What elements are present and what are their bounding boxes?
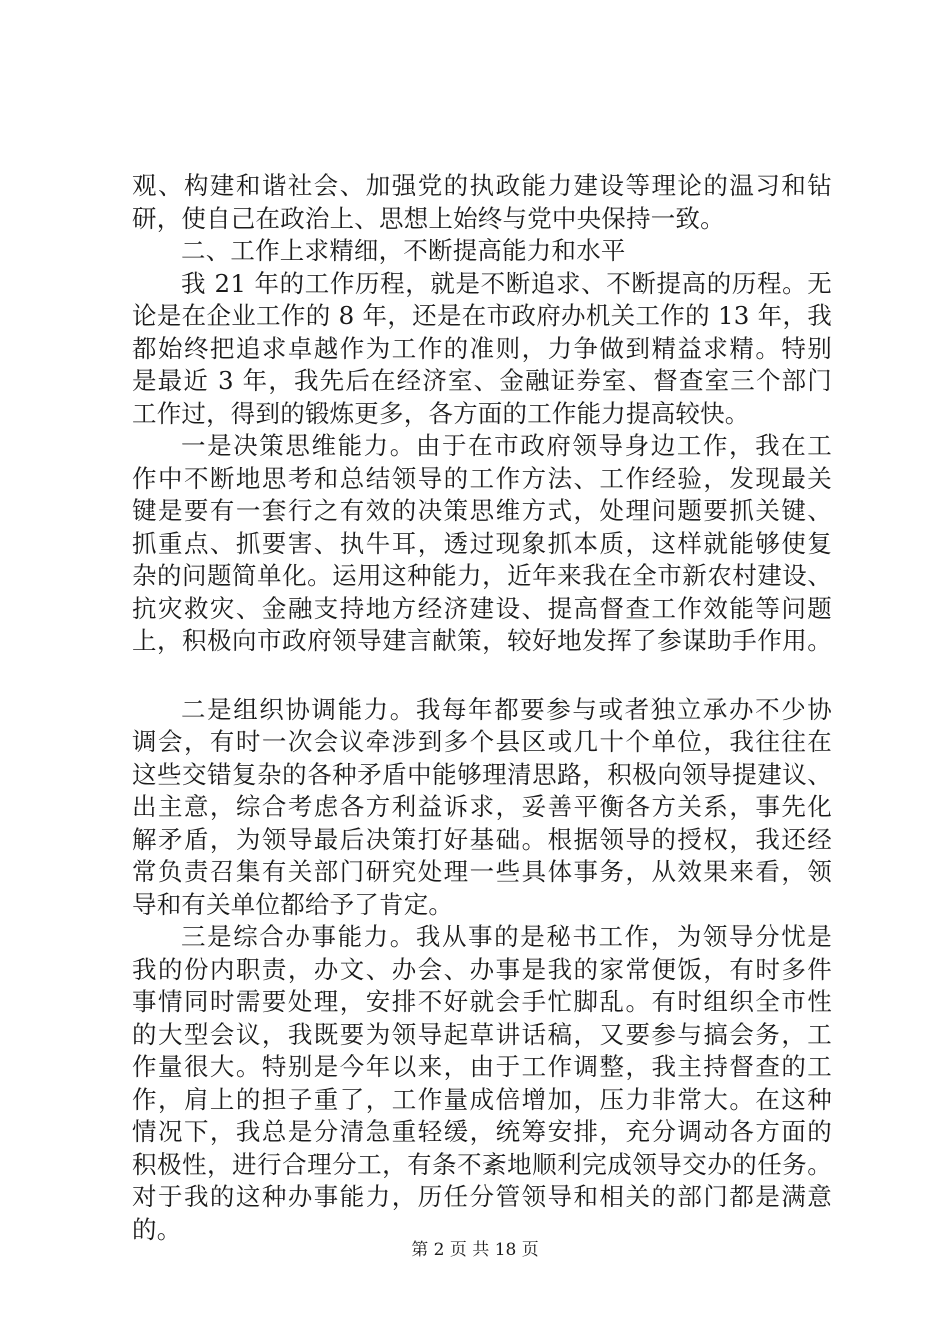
body-line: 常负责召集有关部门研究处理一些具体事务，从效果来看，领 — [132, 857, 832, 886]
document-body — [132, 170, 832, 1246]
section-heading: 二、工作上求精细，不断提高能力和水平 — [181, 236, 626, 265]
body-line: 工作过，得到的锻炼更多，各方面的工作能力提高较快。 — [132, 398, 750, 428]
body-line: 抗灾救灾、金融支持地方经济建设、提高督查工作效能等问题 — [132, 593, 832, 623]
body-line: 出主意，综合考虑各方利益诉求，妥善平衡各方关系，事先化 — [132, 792, 832, 821]
paragraph-gap — [132, 658, 832, 694]
body-line: 的。 — [132, 1214, 182, 1244]
body-line: 情况下，我总是分清急重轻缓，统筹安排，充分调动各方面的 — [132, 1117, 832, 1146]
body-line: 作，肩上的担子重了，工作量成倍增加，压力非常大。在这种 — [132, 1084, 832, 1114]
body-line: 作中不断地思考和总结领导的工作方法、工作经验，发现最关 — [132, 463, 832, 493]
body-line: 导和有关单位都给予了肯定。 — [132, 889, 454, 919]
body-line: 观、构建和谐社会、加强党的执政能力建设等理论的温习和钻 — [132, 171, 832, 200]
body-line: 我 21 年的工作历程，就是不断追求、不断提高的历程。无 — [181, 268, 832, 298]
body-line: 键是要有一套行之有效的决策思维方式，处理问题要抓关键、 — [132, 496, 832, 525]
body-line: 二是组织协调能力。我每年都要参与或者独立承办不少协 — [181, 694, 832, 724]
body-line: 积极性，进行合理分工，有条不紊地顺利完成领导交办的任务。 — [132, 1149, 832, 1179]
body-line: 三是综合办事能力。我从事的是秘书工作，为领导分忧是 — [181, 922, 832, 951]
body-line: 调会，有时一次会议牵涉到多个县区或几十个单位，我往往在 — [132, 727, 832, 756]
body-line: 杂的问题简单化。运用这种能力，近年来我在全市新农村建设、 — [132, 561, 832, 590]
body-line: 的大型会议，我既要为领导起草讲话稿，又要参与搞会务，工 — [132, 1019, 832, 1049]
body-line: 研，使自己在政治上、思想上始终与党中央保持一致。 — [132, 203, 725, 233]
page-footer — [0, 1240, 950, 1260]
body-line: 上，积极向市政府领导建言献策，较好地发挥了参谋助手作用。 — [132, 626, 832, 655]
body-line: 事情同时需要处理，安排不好就会手忙脚乱。有时组织全市性 — [132, 987, 832, 1016]
body-line: 是最近 3 年，我先后在经济室、金融证券室、督查室三个部门 — [132, 366, 832, 395]
body-line: 解矛盾，为领导最后决策打好基础。根据领导的授权，我还经 — [132, 824, 832, 854]
body-line: 我的份内职责，办文、办会、办事是我的家常便饭，有时多件 — [132, 954, 832, 984]
body-line: 一是决策思维能力。由于在市政府领导身边工作，我在工 — [181, 431, 832, 460]
body-line: 论是在企业工作的 8 年，还是在市政府办机关工作的 13 年，我 — [132, 301, 832, 330]
body-line: 对于我的这种办事能力，历任分管领导和相关的部门都是满意 — [132, 1182, 832, 1211]
body-line: 都始终把追求卓越作为工作的准则，力争做到精益求精。特别 — [132, 333, 832, 363]
page-number-label: 第 2 页 共 18 页 — [411, 1240, 539, 1260]
body-line: 抓重点、抓要害、执牛耳，透过现象抓本质，这样就能够使复 — [132, 528, 832, 558]
body-line: 这些交错复杂的各种矛盾中能够理清思路，积极向领导提建议、 — [132, 759, 832, 789]
body-line: 作量很大。特别是今年以来，由于工作调整，我主持督查的工 — [132, 1052, 832, 1081]
